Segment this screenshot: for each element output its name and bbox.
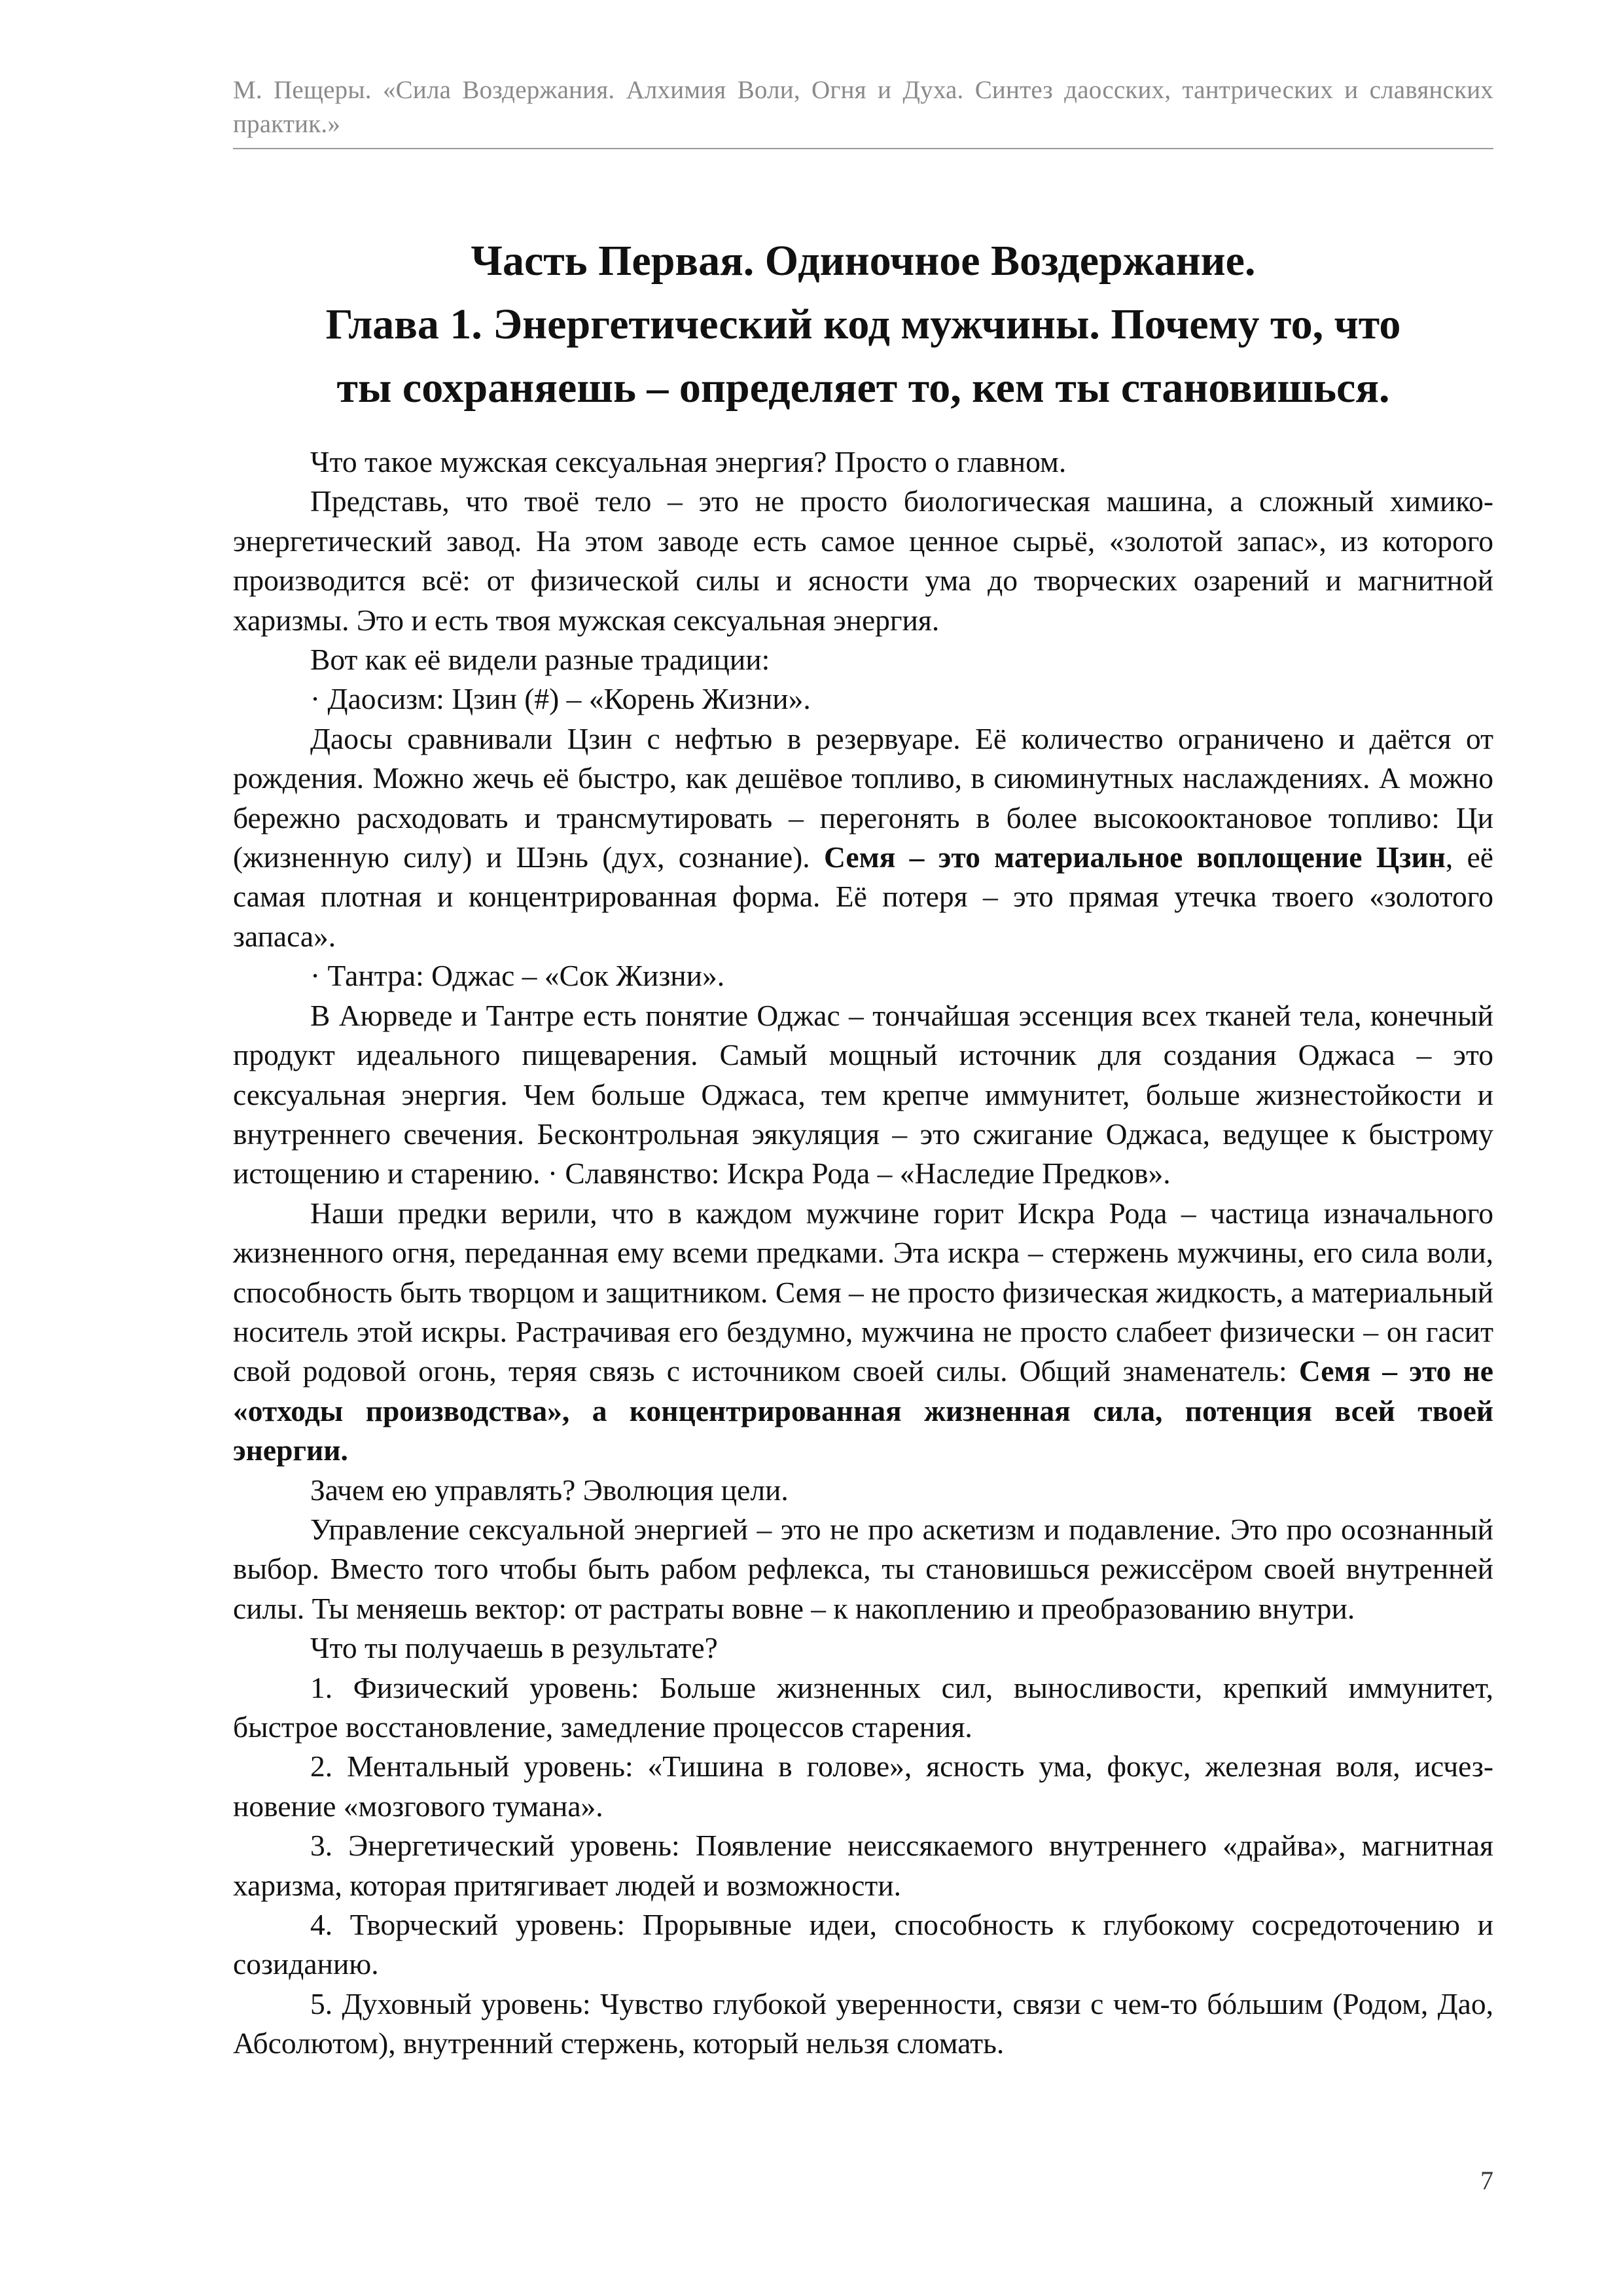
numbered-item: 4. Творческий уровень: Прорывные идеи, способность к глубокому сосредоточению и созиданию. xyxy=(233,1908,1493,1981)
numbered-item: 5. Духовный уровень: Чувство глубокой уверенности, связи с чем-то бóльшим (Родом, Дао, Абсолютом), внутренний стержень, который нельзя сломать. xyxy=(233,1986,1493,2060)
numbered-item: 2. Ментальный уровень: «Тишина в голове», ясность ума, фокус, железная воля, исчезновение «мозгового тумана». xyxy=(233,1749,1493,1823)
paragraph-text: , её самая плотная и концентрированная форма. Её потеря – это прямая утечка твоего «золотого запаса». xyxy=(233,840,1493,953)
page-number: 7 xyxy=(1480,2166,1493,2195)
paragraph xyxy=(233,719,1493,956)
title-line-part: Часть Первая. Одиночное Воздержание. xyxy=(471,237,1256,285)
list-item-tantra: · Тантра: Оджас – «Сок Жизни». xyxy=(310,959,725,993)
paragraph-text: Даосы сравнивали Цзин с нефтью в резервуаре. Её количество ограничено и даётся от рождения. Можно жечь её быстро, как дешёвое топливо, в сиюминутных наслаждениях. А можно бережно расходовать и трансмутировать – перегонять в более высокооктановое топливо: Ци (жизненную силу) и Шэнь (дух, сознание). xyxy=(233,721,1493,874)
numbered-item: 1. Физический уровень: Больше жизненных сил, выносливости, крепкий иммунитет, быстрое восстановление, замедление процессов старения. xyxy=(233,1670,1493,1744)
bold-emphasis: Семя – это материальное воплощение Цзин xyxy=(824,840,1446,874)
paragraph: Что такое мужская сексуальная энергия? Просто о главном. xyxy=(310,445,1067,478)
list-item-taoism: · Даосизм: Цзин (#) – «Корень Жизни». xyxy=(310,682,811,716)
running-header: М. Пещеры. «Сила Воздержания. Алхимия Воли, Огня и Духа. Синтез даосских, тантрических и славянских практик.» xyxy=(233,76,1493,138)
paragraph: Зачем ею управлять? Эволюция цели. xyxy=(310,1473,789,1507)
paragraph-text: Наши предки верили, что в каждом мужчине горит Искра Рода – частица изначального жизненного огня, переданная ему всеми предками. Эта искра – стержень мужчины, его сила воли, способность быть творцом и защитником. Семя – не просто физическая жидкость, а материальный носитель этой искры. Растрачивая его бездумно, мужчина не просто слабеет физически – он гасит свой родовой огонь, теряя связь с источником своей силы. Общий знаменатель: xyxy=(233,1196,1493,1388)
numbered-item: 3. Энергетический уровень: Появление неиссякаемого внутреннего «драйва», магнитная харизма, которая притягивает людей и возможности. xyxy=(233,1829,1493,1902)
paragraph: Что ты получаешь в результате? xyxy=(310,1631,718,1665)
title-line-chapter: Глава 1. Энергетический код мужчины. Почему то, что xyxy=(325,300,1401,348)
paragraph: В Аюрведе и Тантре есть понятие Оджас – тончайшая эссенция всех тканей тела, конечный продукт идеального пищеварения. Самый мощный источник для создания Оджаса – это сексуальная энергия. Чем больше Оджаса, тем крепче иммунитет, больше жизнестойкости и внутреннего свечения. Бесконтрольная эякуляция – это сжигание Оджаса, ведущее к быстрому истощению и старению. · Славянство: Искра Рода – «Наследие Предков». xyxy=(233,998,1493,1191)
header-divider xyxy=(233,148,1493,149)
paragraph: Управление сексуальной энергией – это не про аскетизм и подавление. Это про осознанный выбор. Вместо того чтобы быть рабом рефлекса, ты становишься режиссёром своей внутренней силы. Ты меняешь вектор: от растраты вовне – к накоплению и преобразованию внутри. xyxy=(233,1512,1493,1625)
paragraph xyxy=(233,1194,1493,1471)
bold-emphasis: Семя – это не «отходы производства», а концентрированная жизненная сила, потенция всей твоей энергии. xyxy=(233,1354,1493,1467)
body-text xyxy=(233,442,1493,2064)
paragraph: Вот как её видели разные традиции: xyxy=(310,643,770,677)
chapter-title xyxy=(233,229,1493,420)
title-line-subtitle: ты сохраняешь – определяет то, кем ты становишься. xyxy=(336,364,1390,412)
paragraph: Представь, что твоё тело – это не просто биологическая машина, а сложный химико-энергетический завод. На этом заводе есть самое ценное сырьё, «золотой запас», из которого производится всё: от физической силы и ясности ума до творческих озарений и магнитной харизмы. Это и есть твоя мужская сексуальная энергия. xyxy=(233,484,1493,637)
